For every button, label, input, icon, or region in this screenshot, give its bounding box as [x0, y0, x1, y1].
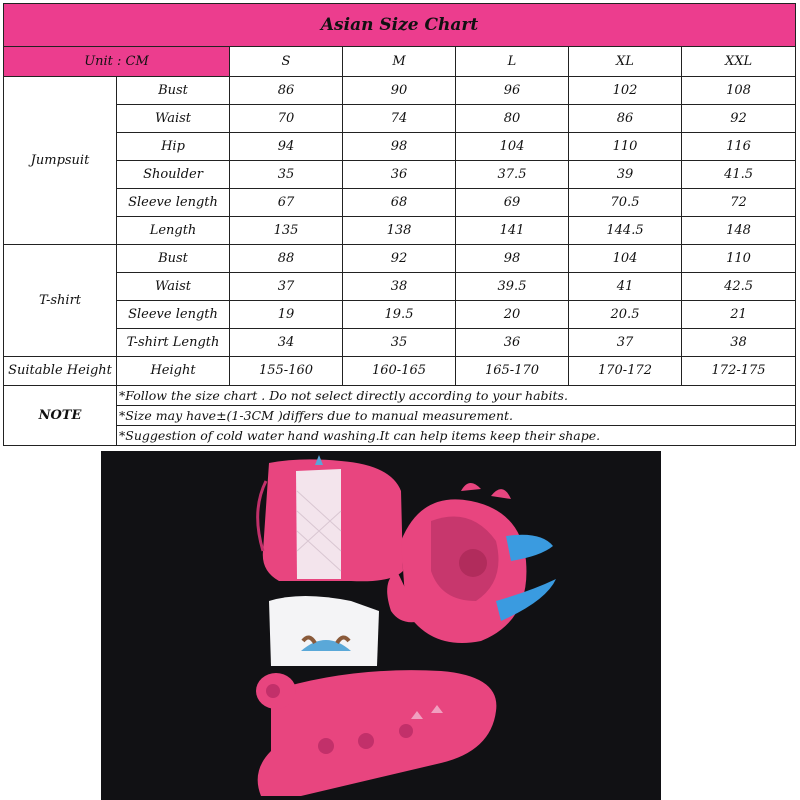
table-cell: 19.5	[343, 301, 456, 329]
table-cell: 155-160	[230, 357, 343, 386]
table-cell: 86	[230, 77, 343, 105]
note-line: *Suggestion of cold water hand washing.It can help items keep their shape.	[117, 426, 796, 446]
tshirt-group-label: T-shirt	[4, 245, 117, 357]
table-cell: 37	[230, 273, 343, 301]
table-cell: 138	[343, 217, 456, 245]
table-cell: 92	[343, 245, 456, 273]
table-cell: 110	[569, 133, 682, 161]
table-cell: 19	[230, 301, 343, 329]
unit-label: Unit : CM	[4, 47, 230, 77]
table-cell: 165-170	[456, 357, 569, 386]
size-header: XL	[569, 47, 682, 77]
table-cell: 172-175	[682, 357, 796, 386]
table-cell: 70	[230, 105, 343, 133]
product-photo	[101, 451, 661, 800]
measurement-label: Sleeve length	[117, 301, 230, 329]
table-cell: 34	[230, 329, 343, 357]
table-cell: 144.5	[569, 217, 682, 245]
jumpsuit-image	[258, 455, 403, 581]
size-chart-table	[3, 3, 796, 446]
size-header: M	[343, 47, 456, 77]
table-cell: 36	[456, 329, 569, 357]
measurement-label: Waist	[117, 273, 230, 301]
table-cell: 96	[456, 77, 569, 105]
chart-title: Asian Size Chart	[4, 4, 796, 47]
table-cell: 37	[569, 329, 682, 357]
table-cell: 69	[456, 189, 569, 217]
table-cell: 90	[343, 77, 456, 105]
size-header: L	[456, 47, 569, 77]
tshirt-image	[269, 596, 379, 666]
measurement-label: Bust	[117, 77, 230, 105]
table-cell: 86	[569, 105, 682, 133]
note-line: *Follow the size chart . Do not select directly according to your habits.	[117, 386, 796, 406]
table-cell: 94	[230, 133, 343, 161]
table-cell: 67	[230, 189, 343, 217]
suitable-height-label: Suitable Height	[4, 357, 117, 386]
table-cell: 70.5	[569, 189, 682, 217]
measurement-label: Hip	[117, 133, 230, 161]
measurement-label: Length	[117, 217, 230, 245]
table-cell: 80	[456, 105, 569, 133]
table-cell: 20.5	[569, 301, 682, 329]
table-cell: 38	[343, 273, 456, 301]
table-cell: 135	[230, 217, 343, 245]
table-cell: 104	[569, 245, 682, 273]
table-cell: 20	[456, 301, 569, 329]
table-cell: 98	[456, 245, 569, 273]
note-line: *Size may have±(1-3CM )differs due to manual measurement.	[117, 406, 796, 426]
table-cell: 148	[682, 217, 796, 245]
table-cell: 68	[343, 189, 456, 217]
measurement-label: Bust	[117, 245, 230, 273]
measurement-label: Sleeve length	[117, 189, 230, 217]
costume-illustration	[101, 451, 661, 800]
size-header: S	[230, 47, 343, 77]
table-cell: 35	[230, 161, 343, 189]
table-cell: 104	[456, 133, 569, 161]
table-cell: 116	[682, 133, 796, 161]
table-cell: 74	[343, 105, 456, 133]
table-cell: 39	[569, 161, 682, 189]
table-cell: 141	[456, 217, 569, 245]
measurement-label: T-shirt Length	[117, 329, 230, 357]
table-cell: 108	[682, 77, 796, 105]
table-cell: 37.5	[456, 161, 569, 189]
table-cell: 102	[569, 77, 682, 105]
note-label: NOTE	[4, 386, 117, 446]
table-cell: 39.5	[456, 273, 569, 301]
measurement-label: Waist	[117, 105, 230, 133]
table-cell: 36	[343, 161, 456, 189]
table-cell: 160-165	[343, 357, 456, 386]
measurement-label: Shoulder	[117, 161, 230, 189]
table-cell: 41.5	[682, 161, 796, 189]
table-cell: 98	[343, 133, 456, 161]
table-cell: 110	[682, 245, 796, 273]
table-cell: 38	[682, 329, 796, 357]
table-cell: 92	[682, 105, 796, 133]
table-cell: 72	[682, 189, 796, 217]
table-cell: 41	[569, 273, 682, 301]
table-cell: 88	[230, 245, 343, 273]
jumpsuit-group-label: Jumpsuit	[4, 77, 117, 245]
table-cell: 21	[682, 301, 796, 329]
table-cell: 170-172	[569, 357, 682, 386]
table-cell: 42.5	[682, 273, 796, 301]
table-cell: 35	[343, 329, 456, 357]
size-header: XXL	[682, 47, 796, 77]
measurement-label: Height	[117, 357, 230, 386]
